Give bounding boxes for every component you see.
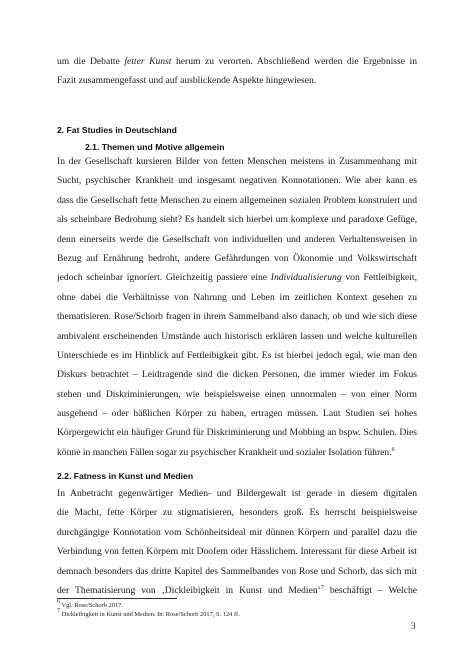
intro-line-1: um die Debatte fetter Kunst herum zu verorten. Abschließend werden die Ergebnisse in [57,56,417,67]
body-line: als scheinbare Bedrohung sieht? Es handelt sich hierbei um komplexe und paradoxe Gefüge, [57,214,417,226]
body-line: demnach besonders das dritte Kapitel des Sammelbandes von Rose und Schorb, das sich mit [57,565,417,577]
intro-paragraph [57,52,417,91]
body-line: stehen und Diskriminierungen, wie beispielsweise einen unnormalen – von einer Norm [57,388,417,400]
page-number: 3 [411,621,416,631]
body-line: thematisieren. Rose/Schorb fragen in ihrem Sammelband also danach, ob und wie sich diese [57,311,417,323]
body-line-last: könne in manchen Fällen sogar zu psychischer Krankheit und sozialer Isolation führen.$^6$ [57,446,395,458]
body-line-italic-term: jedoch scheinbar ignoriert. Gleichzeitig passiere eine Individualisierung von Fettleibigkeit, [57,272,417,284]
section-heading-2-1: 2.1. Themen und Motive allgemein [85,142,225,152]
body-line: ambivalent erscheinenden Umstände auch historisch erklären lassen und welche kulturellen [57,330,417,342]
body-line: Diskurs betrachtet – Leidtragende sind die dicken Personen, die immer wieder im Fokus [57,369,417,381]
body-line: Unterschiede es im Hinblick auf Fettleibigkeit gibt. Es ist hierbei jedoch egal, wie man den [57,349,417,361]
footnote-6: $^6$ Vgl. Rose/Schorb 2017. [57,599,123,609]
body-line: Sucht, psychischer Krankheit und insgesamt negativen Konnotationen. Wie aber kann es [57,175,417,187]
body-line: die Macht, fette Körper zu stigmatisieren, besonders groß. Es herrscht beispielsweise [57,507,417,519]
body-line: In Anbetracht gegenwärtiger Medien- und Bildergewalt ist gerade in diesem digitalen [57,488,417,499]
intro-line-2: Fazit zusammengefasst und auf ausblickende Aspekte hingewiesen. [57,75,317,87]
body-line: dass die Gesellschaft fette Menschen zu einem allgemeinen sozialen Problem konstruiert und [57,194,417,206]
footnote-7: $^7$ Dickleibigkeit in Kunst und Medien. In: Rose/Schorb 2017, S. 124 ff. [57,608,240,618]
body-line: denn einerseits werde die Gesellschaft von individuellen und anderen Verhaltensweisen in [57,233,417,245]
body-line: In der Gesellschaft kursieren Bilder von fetten Menschen meistens in Zusammenhang mit [57,156,417,167]
footnote-ref-7[interactable]: 7 [320,584,324,591]
body-line-with-footnote: der Thematisierung von ‚Dickleibigkeit in Kunst und Medien‘$^7$ beschäftigt – Welche [57,584,417,596]
section-heading-2-2: 2.2. Fatness in Kunst und Medien [57,471,194,481]
section-2-2-body [57,484,417,600]
body-line: ohne dabei die Verhältnisse von Nahrung und Leben im zeitlichen Kontext gesehen zu [57,291,417,303]
footnote-ref-6[interactable]: 6 [391,446,395,453]
footnote-separator [57,598,177,599]
body-line: durchgängige Konnotation vom Schönheitsideal mit dünnen Körpern und parallel dazu die [57,526,417,538]
body-line: ausgehend – oder häßlichen Körper zu haben, ertragen müssen. Laut Studien sei hohes [57,408,417,420]
section-heading-2: 2. Fat Studies in Deutschland [57,125,177,135]
body-line: Körpergewicht ein häufiger Grund für Diskriminierung und Mobbing an bspw. Schulen. Dies [57,427,417,439]
body-line: Bezug auf Ernährung bedroht, andere Gefährdungen von Ökonomie und Volkswirtschaft [57,252,417,264]
body-line: Verbindung von fetten Körpern mit Doofem oder Hässlichem. Interessant für diese Arbeit ist [57,546,417,558]
section-2-1-body [57,152,417,462]
